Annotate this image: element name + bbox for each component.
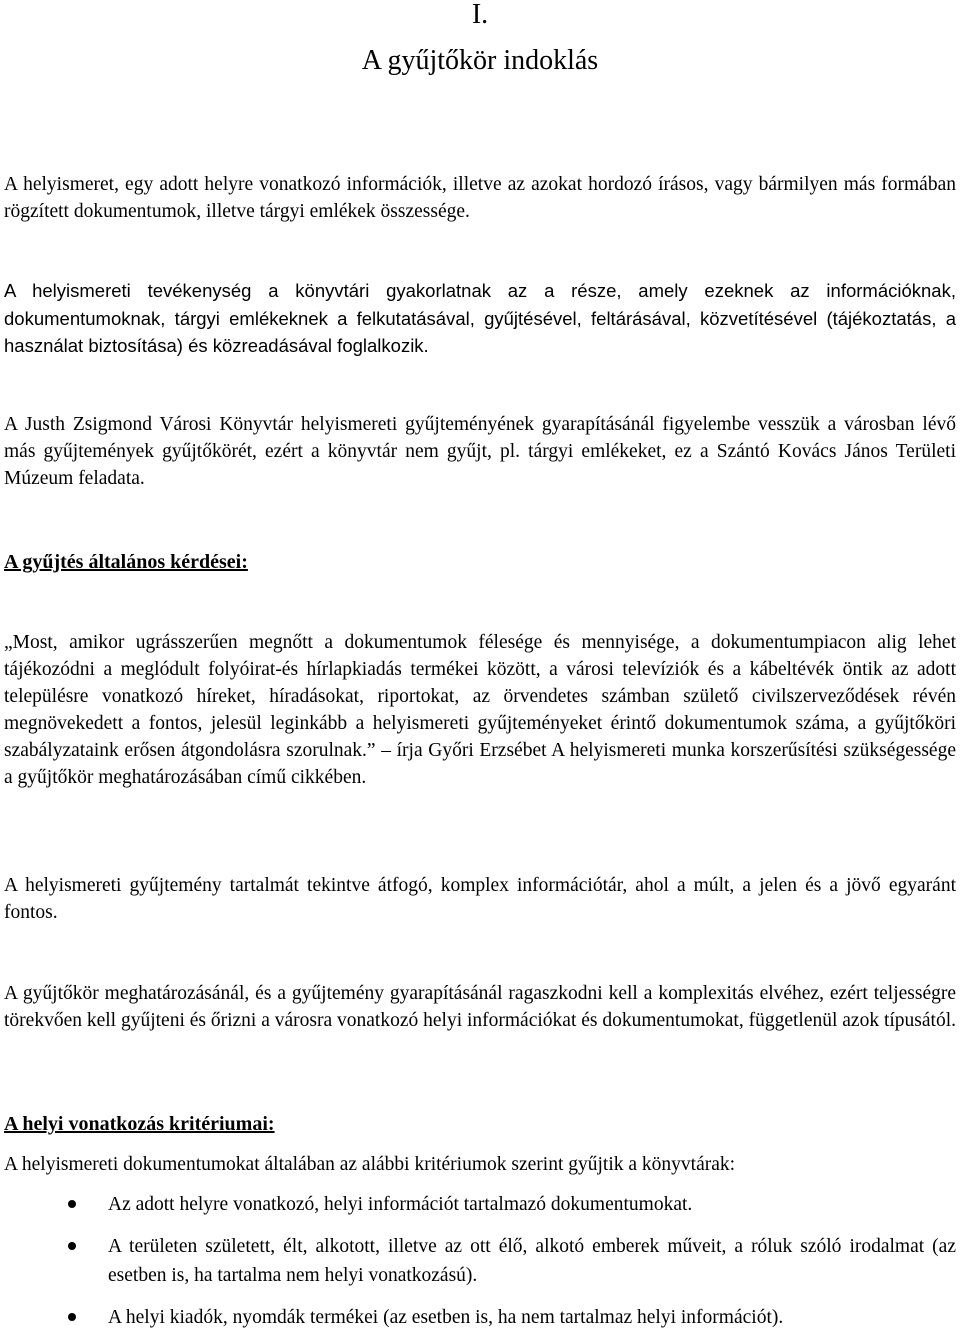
criteria-list (4, 1190, 956, 1332)
paragraph-definition: A helyismeret, egy adott helyre vonatkozó információk, illetve az azokat hordozó írásos, vagy bármilyen más formában rögzített dokumentumok, illetve tárgyi emlékek összessége. (4, 174, 956, 222)
chapter-number: I. (471, 0, 489, 30)
paragraph-criteria-intro: A helyismereti dokumentumokat általában az alábbi kritériumok szerint gyűjtik a könyvtárak: (4, 1154, 736, 1175)
paragraph-library-scope: A Justh Zsigmond Városi Könyvtár helyismereti gyűjteményének gyarapításánál figyelembe vesszük a városban lévő más gyűjtemények gyűjtőkörét, ezért a könyvtár nem gyűjt, pl. tárgyi emlékeket, ez a Szántó Kovács János Területi Múzeum feladata. (4, 414, 956, 489)
bullet-icon (68, 1242, 76, 1250)
paragraph-quote: „Most, amikor ugrásszerűen megnőtt a dokumentumok félesége és mennyisége, a dokumentumpiacon alig lehet tájékozódni a meglódult folyóirat-és hírlapkiadás termékei között, a városi televíziók és a kábeltévék öntik az adott településre vonatkozó híreket, híradásokat, riportokat, az örvendetes számban születő civilszerveződések révén megnövekedett a fontos, jelesül leginkább a helyismereti gyűjteményeket érintő dokumentumok száma, a gyűjtőköri szabályzataink erősen átgondolásra szorulnak.” – írja Győri Erzsébet A helyismereti munka korszerűsítési szükségessége a gyűjtőkör meghatározásában című cikkében. (4, 632, 956, 788)
paragraph-completeness: A gyűjtőkör meghatározásánál, és a gyűjtemény gyarapításánál ragaszkodni kell a komplexitás elvéhez, ezért teljességre törekvően kell gyűjteni és őrizni a városra vonatkozó helyi információkat és dokumentumokat, függetlenül azok típusától. (4, 983, 956, 1031)
list-item (4, 1232, 956, 1290)
paragraph-activity: A helyismereti tevékenység a könyvtári gyakorlatnak az a része, amely ezeknek az információknak, dokumentumoknak, tárgyi emlékeknek a felkutatásával, gyűjtésével, feltárásával, közvetítésével (tájékoztatás, a használat biztosítása) és közreadásával foglalkozik. (4, 280, 956, 356)
section-heading-general-questions: A gyűjtés általános kérdései: (4, 551, 248, 573)
list-item-text: A területen született, élt, alkotott, illetve az ott élő, alkotó emberek műveit, a róluk szóló irodalmat (az esetben is, ha tartalma nem helyi vonatkozású). (108, 1236, 956, 1286)
list-item (4, 1303, 956, 1332)
page-title: A gyűjtőkör indoklás (361, 45, 599, 76)
list-item (4, 1190, 956, 1219)
section-heading-local-criteria: A helyi vonatkozás kritériumai: (4, 1113, 275, 1135)
bullet-icon (68, 1313, 76, 1321)
list-item-text: Az adott helyre vonatkozó, helyi információt tartalmazó dokumentumokat. (108, 1194, 693, 1215)
list-item-text: A helyi kiadók, nyomdák termékei (az esetben is, ha nem tartalmaz helyi információt). (108, 1307, 784, 1328)
paragraph-collection-content: A helyismereti gyűjtemény tartalmát tekintve átfogó, komplex információtár, ahol a múlt, a jelen és a jövő egyaránt fontos. (4, 875, 956, 923)
bullet-icon (68, 1200, 76, 1208)
